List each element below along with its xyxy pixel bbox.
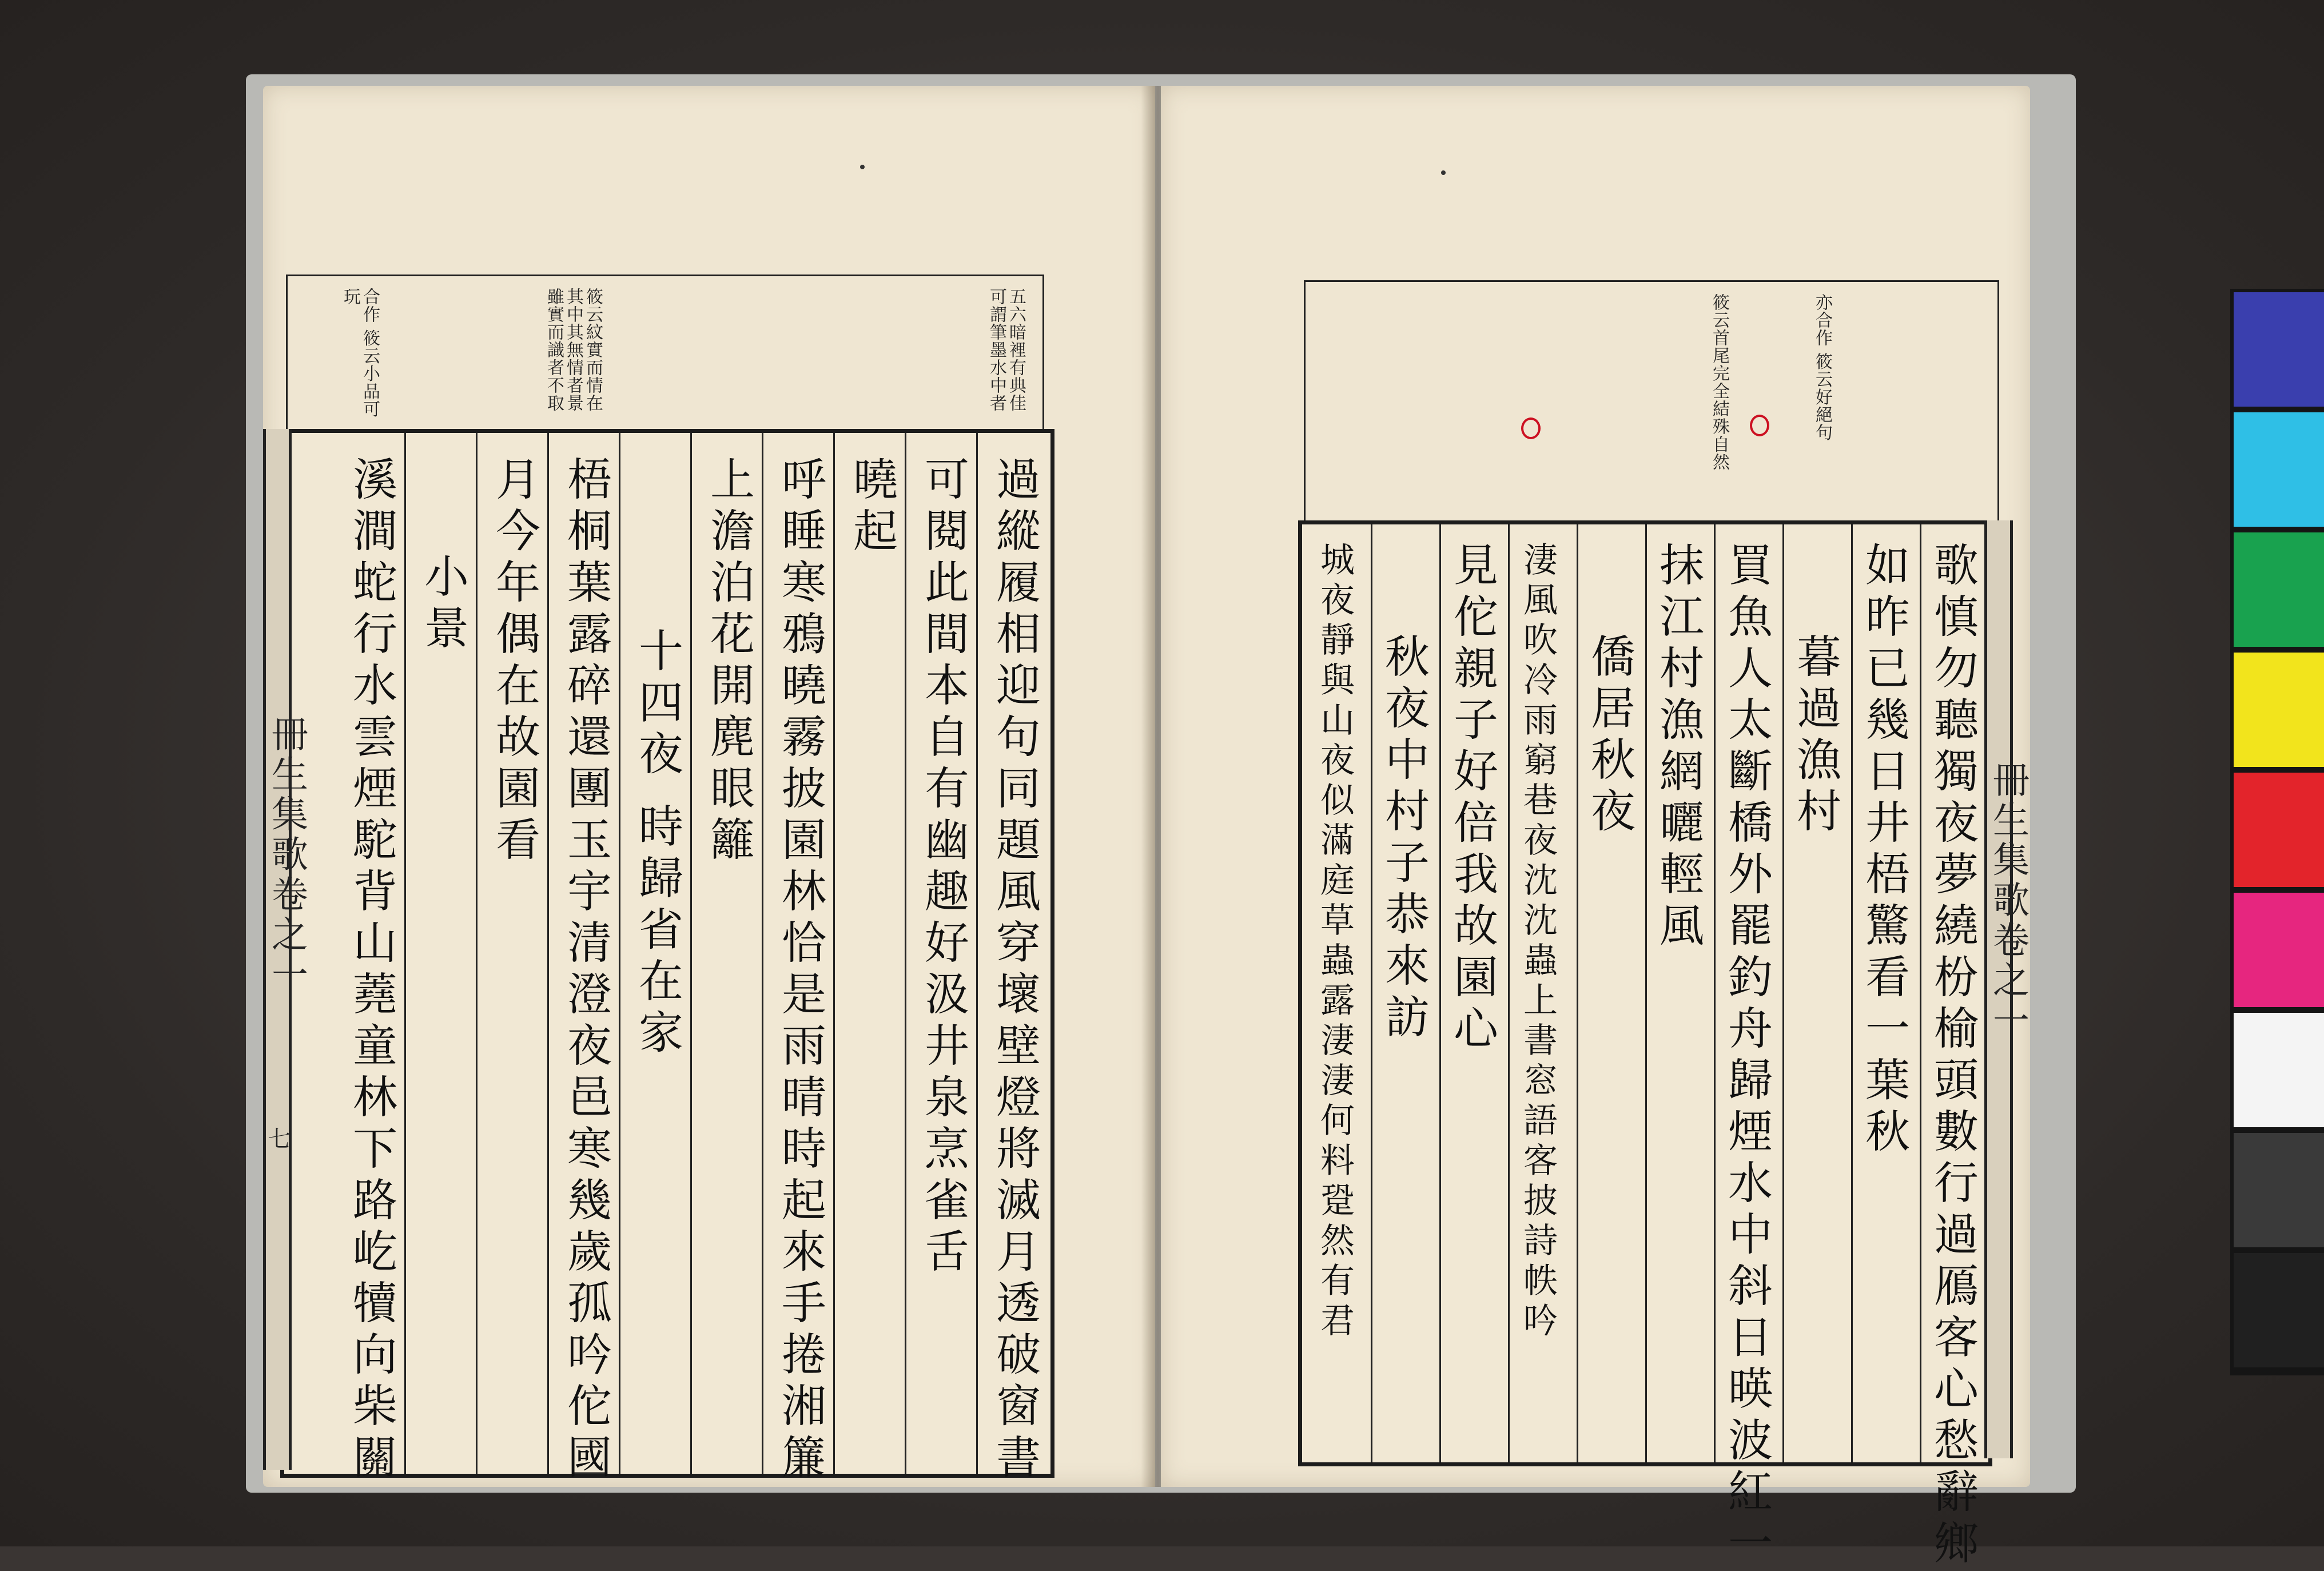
text-column: 月今年偶在故園看 <box>488 456 540 868</box>
text-column: 僑居秋夜 <box>1583 633 1635 839</box>
header-note: 亦合作 筱云好絕句 <box>1812 293 1832 442</box>
color-swatch <box>2234 292 2324 407</box>
text-column: 城夜靜與山夜似滿庭草蟲露淒淒何料跫然有君 <box>1315 542 1355 1342</box>
text-column: 梧桐葉露碎還團玉宇清澄夜邑寒幾歲孤吟佗國 <box>560 456 611 1485</box>
right-text-frame <box>1298 520 1992 1571</box>
text-column: 抹江村漁網曬輕風 <box>1652 542 1704 953</box>
text-column: 見佗親子好倍我故園心 <box>1446 542 1498 1056</box>
text-column: 小景 <box>417 553 468 656</box>
red-ink-mark <box>1521 417 1541 439</box>
ink-dot <box>860 165 865 169</box>
color-swatch <box>2234 1253 2324 1367</box>
color-swatch <box>2234 532 2324 647</box>
text-column: 暮過漁村 <box>1789 633 1841 839</box>
text-column: 歌慎勿聽獨夜夢繞枌榆頭數行過鴈客心愁辭鄉 <box>1927 542 1978 1571</box>
color-swatch <box>2234 893 2324 1007</box>
text-column: 過縱履相迎句同題風穿壞壁燈將滅月透破窗書 <box>989 456 1040 1485</box>
text-column: 呼睡寒鴉曉霧披園林恰是雨晴時起來手捲湘簾 <box>774 456 826 1485</box>
ink-dot <box>1441 170 1446 175</box>
spine-title: 冊生集歌卷之一 <box>265 715 308 995</box>
right-page <box>1161 86 2030 1571</box>
text-column: 買魚人太斷橋外罷釣舟歸煙水中斜日暎波紅一 <box>1721 542 1772 1571</box>
left-header-box <box>286 275 1044 431</box>
text-column: 十四夜 時歸省在家 <box>631 627 683 1060</box>
spine-title: 冊生集歌卷之一 <box>1987 761 2029 1041</box>
color-swatch <box>2234 1013 2324 1127</box>
header-note: 筱云首尾完全結殊自然 <box>1709 293 1729 471</box>
color-checker-card <box>2230 289 2324 1375</box>
color-swatch <box>2234 412 2324 527</box>
color-swatch <box>2234 653 2324 767</box>
header-note: 五六暗裡有典佳可謂筆墨水中者 <box>986 288 1026 412</box>
text-column: 溪澗蛇行水雲煙駝背山蕘童林下路屹犢向柴關 <box>345 456 397 1485</box>
folio-number: 七 <box>264 1127 290 1153</box>
left-page <box>263 86 1155 1487</box>
text-column: 淒風吹冷雨窮巷夜沈沈蟲上書窓語客披詩帙吟 <box>1518 542 1558 1342</box>
left-spine-strip <box>263 429 308 1470</box>
left-text-frame <box>280 429 1054 1485</box>
text-column: 曉起 <box>846 456 897 559</box>
text-column: 可閱此間本自有幽趣好汲井泉烹雀舌 <box>917 456 969 1279</box>
color-swatch <box>2234 1133 2324 1247</box>
right-header-box <box>1304 280 1999 522</box>
text-column: 秋夜中村子恭來訪 <box>1378 633 1429 1045</box>
text-column: 上澹泊花開麂眼籬 <box>703 456 754 868</box>
color-swatch <box>2234 773 2324 887</box>
header-note: 筱云紋實而情在其中其無情者景雖實而識者不取 <box>544 288 603 412</box>
text-column: 如昨已幾日井梧驚看一葉秋 <box>1858 542 1909 1159</box>
right-spine-strip <box>1984 520 2029 1458</box>
header-note: 合作 筱云小品可玩 <box>340 288 380 418</box>
red-ink-mark <box>1750 415 1769 436</box>
